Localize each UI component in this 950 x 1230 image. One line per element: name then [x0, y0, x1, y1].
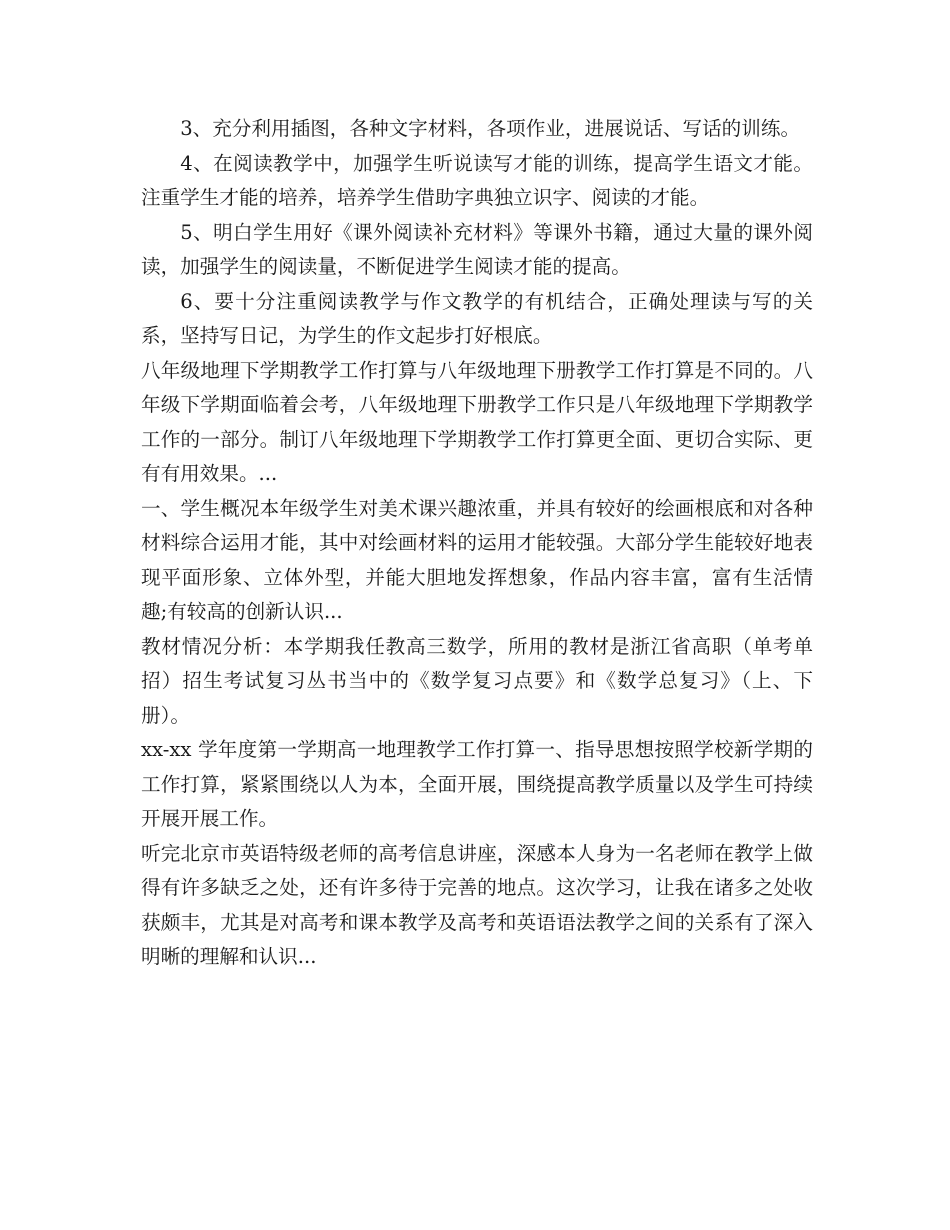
paragraph-item-3: 3、充分利用插图，各种文字材料，各项作业，进展说话、写话的训练。 [180, 117, 801, 140]
paragraph-geography-plan: 八年级地理下学期教学工作打算与八年级地理下册教学工作打算是不同的。八年级下学期面临着会考，八年级地理下册教学工作只是八年级地理下学期教学工作的一部分。制订八年级地理下学期教学工作打算更全面、更切合实际、更有有用效果。... [141, 358, 813, 485]
paragraph-item-6: 6、要十分注重阅读教学与作文教学的有机结合，正确处理读与写的关系，坚持写日记，为学生的作文起步打好根底。 [141, 289, 813, 347]
paragraph-geography-semester: xx-xx 学年度第一学期高一地理教学工作打算一、指导思想按照学校新学期的工作打算，紧紧围绕以人为本，全面开展，围绕提高教学质量以及学生可持续开展开展工作。 [141, 738, 813, 830]
paragraph-art-students: 一、学生概况本年级学生对美术课兴趣浓重，并具有较好的绘画根底和对各种材料综合运用才能，其中对绘画材料的运用才能较强。大部分学生能较好地表现平面形象、立体外型，并能大胆地发挥想象，作品内容丰富，富有生活情趣;有较高的创新认识... [141, 496, 813, 623]
paragraph-english-lecture: 听完北京市英语特级老师的高考信息讲座，深感本人身为一名老师在教学上做得有许多缺乏之处，还有许多待于完善的地点。这次学习，让我在诸多之处收获颇丰，尤其是对高考和课本教学及高考和英语语法教学之间的关系有了深入明晰的理解和认识... [141, 841, 813, 968]
paragraph-math-textbook: 教材情况分析：本学期我任教高三数学，所用的教材是浙江省高职（单考单招）招生考试复习丛书当中的《数学复习点要》和《数学总复习》（上、下册）。 [141, 634, 813, 727]
paragraph-item-4: 4、在阅读教学中，加强学生听说读写才能的训练，提高学生语文才能。注重学生才能的培养，培养学生借助字典独立识字、阅读的才能。 [141, 151, 813, 209]
paragraph-item-5: 5、明白学生用好《课外阅读补充材料》等课外书籍，通过大量的课外阅读，加强学生的阅读量，不断促进学生阅读才能的提高。 [141, 220, 813, 278]
document-body [141, 112, 813, 975]
